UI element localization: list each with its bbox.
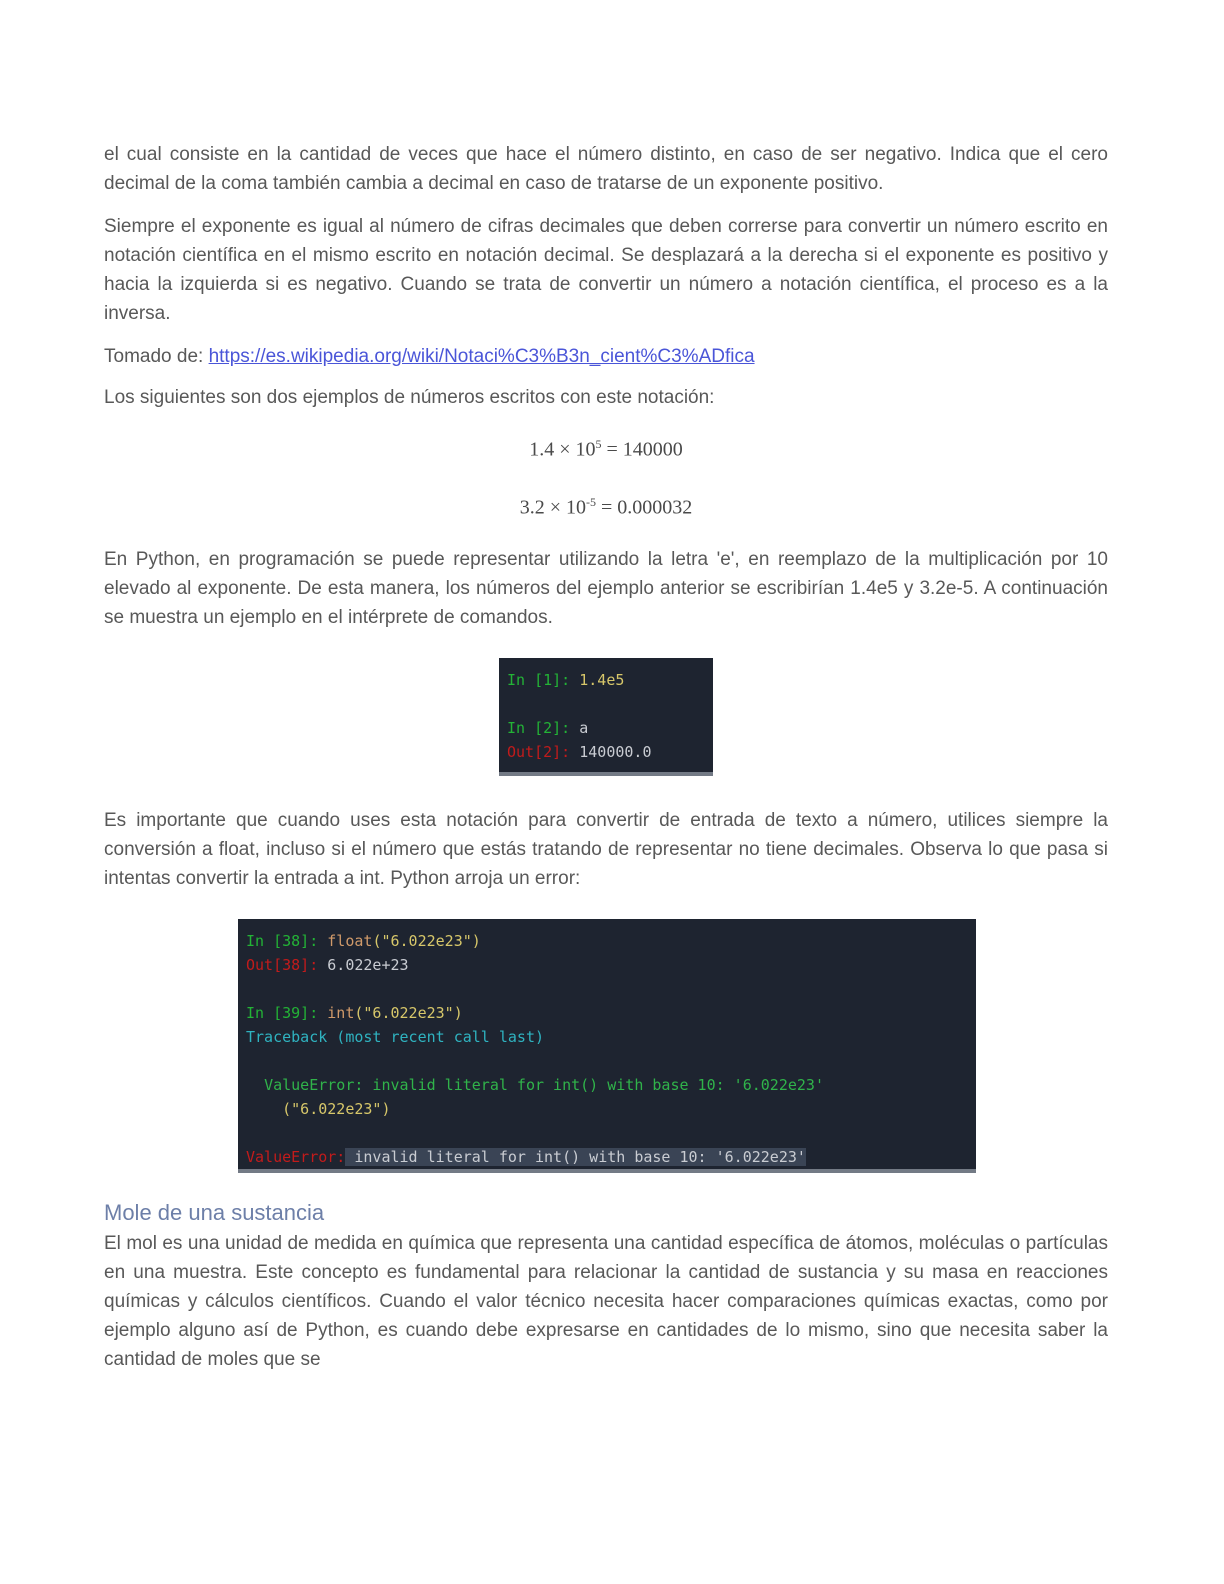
source-link[interactable]: https://es.wikipedia.org/wiki/Notaci%C3%B3n_cient%C3%ADfica <box>208 346 755 367</box>
formula-1-result: = 140000 <box>601 438 683 461</box>
input-prompt: In [38]: <box>246 932 319 951</box>
error-type: ValueError: <box>246 1148 346 1167</box>
document-page <box>104 140 1108 1388</box>
input-prompt: In [39]: <box>246 1004 319 1023</box>
code-function: int <box>318 1004 355 1023</box>
code-args: ("6.022e23") <box>372 932 481 951</box>
traceback-header: Traceback (most recent call last) <box>246 1028 545 1047</box>
paragraph-examples-intro: Los siguientes son dos ejemplos de números escritos con este notación: <box>104 387 715 408</box>
traceback-source: ("6.022e23") <box>282 1100 391 1119</box>
paragraph-exponent-rule: Siempre el exponente es igual al número de cifras decimales que deben correrse para convertir un número escrito en notación científica en el mismo escrito en notación decimal. Se desplazará a la derecha si el exponente es positivo y hacia la izquierda si es negativo. Cuando se trata de convertir un número a notación científica, el proceso es a la inversa. <box>104 216 1108 324</box>
output-prompt: Out[2]: <box>507 743 571 762</box>
input-prompt: In [1]: <box>507 671 571 690</box>
formula-1-exponent: 5 <box>595 437 602 451</box>
source-citation <box>104 342 1108 371</box>
formula-2-exponent: -5 <box>586 494 596 509</box>
code-function: float <box>318 932 373 951</box>
input-prompt: In [2]: <box>507 719 571 738</box>
paragraph-python-notation: En Python, en programación se puede representar utilizando la letra 'e', en reemplazo de la multiplicación por 10 elevado al exponente. De esta manera, los números del ejemplo anterior se escribirían 1.4e5 y 3.2e-5. A continuación se muestra un ejemplo en el intérprete de comandos. <box>104 549 1108 629</box>
code-input: a <box>570 719 589 738</box>
code-input: 1.4e5 <box>570 671 625 690</box>
section-title: Mole de una sustancia <box>104 1200 325 1226</box>
code-args: ("6.022e23") <box>354 1004 463 1023</box>
formula-2-result: = 0.000032 <box>596 496 693 519</box>
formula-1-base: 1.4 × 10 <box>529 438 596 461</box>
code-screenshot-2 <box>238 919 976 1173</box>
paragraph-notation-explanation: el cual consiste en la cantidad de veces que hace el número distinto, en caso de ser negativo. Indica que el cero decimal de la coma también cambia a decimal en caso de tratarse de un exponente positivo. <box>104 144 1108 194</box>
formula-2-base: 3.2 × 10 <box>519 496 586 519</box>
traceback-line: ValueError: invalid literal for int() with base 10: '6.022e23' <box>264 1076 824 1095</box>
source-label: Tomado de: <box>104 346 204 367</box>
paragraph-mole-definition: El mol es una unidad de medida en química que representa una cantidad específica de átomos, moléculas o partículas en una muestra. Este concepto es fundamental para relacionar la cantidad de sustancia y su masa en reacciones químicas y cálculos científicos. Cuando el valor técnico necesita hacer comparaciones químicas exactas, como por ejemplo alguno así de Python, es cuando debe expresarse en cantidades de lo mismo, sino que necesita saber la cantidad de moles que se <box>104 1233 1108 1371</box>
code-output: 6.022e+23 <box>318 956 409 975</box>
formula-2 <box>104 488 1108 522</box>
code-screenshot-1 <box>499 658 713 776</box>
error-message: invalid literal for int() with base 10: '6.022e23' <box>345 1148 806 1167</box>
output-prompt: Out[38]: <box>246 956 319 975</box>
code-output: 140000.0 <box>570 743 652 762</box>
formula-1 <box>104 430 1108 464</box>
paragraph-float-conversion: Es importante que cuando uses esta notación para convertir de entrada de texto a número, utilices siempre la conversión a float, incluso si el número que estás tratando de representar no tiene decimales. Observa lo que pasa si intentas convertir la entrada a int. Python arroja un error: <box>104 810 1108 890</box>
